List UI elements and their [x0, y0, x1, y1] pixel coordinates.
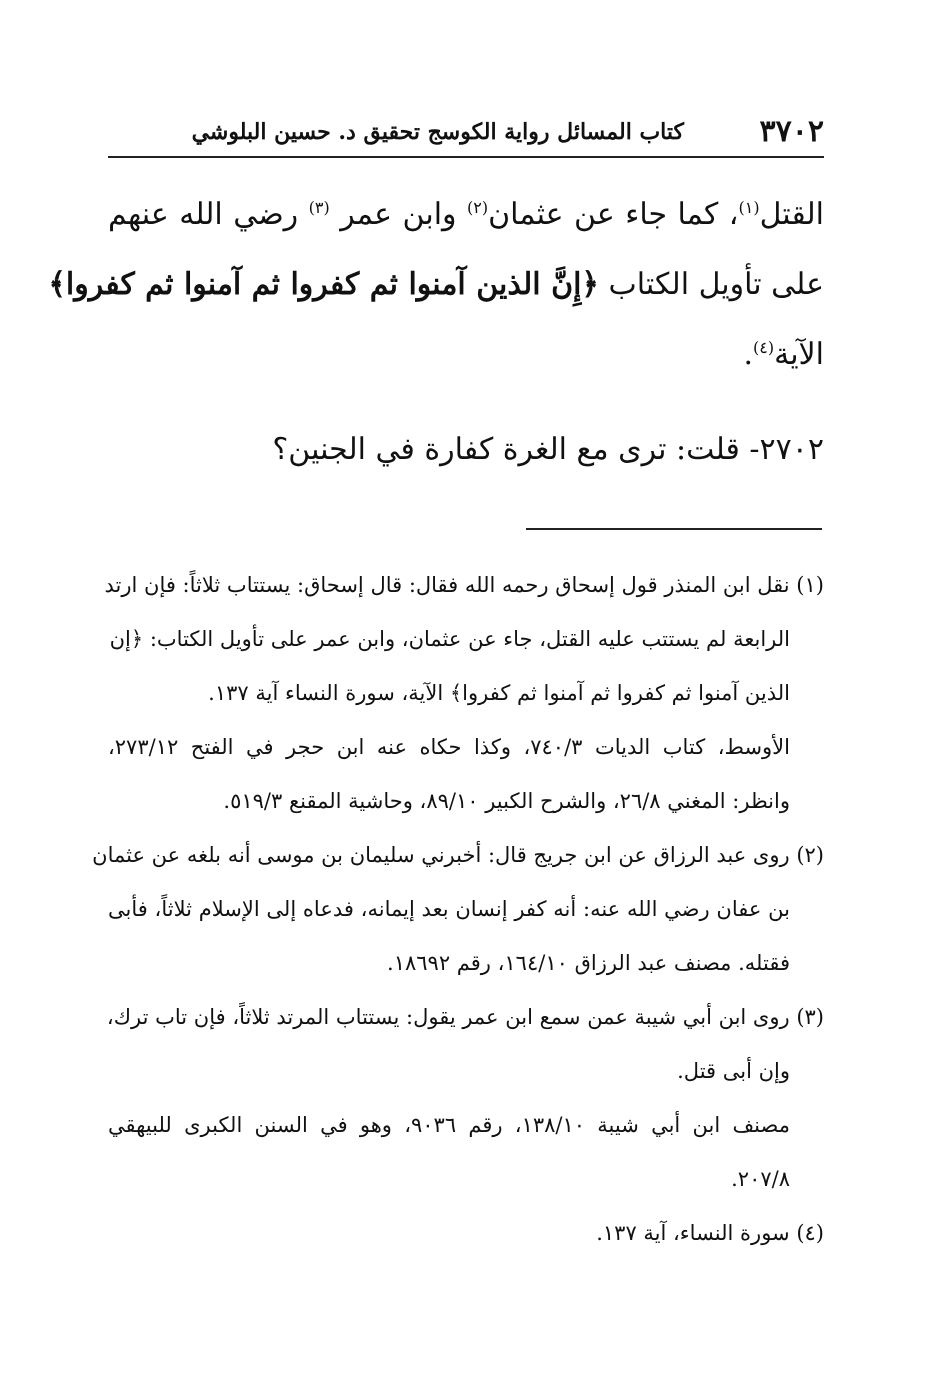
- footnote-2-line: بن عفان رضي الله عنه: أنه كفر إنسان بعد إيمانه، فدعاه إلى الإسلام ثلاثاً، فأبى: [108, 897, 790, 921]
- footnote-1-line: الذين آمنوا ثم كفروا ثم آمنوا ثم كفروا﴾ الآية، سورة النساء آية ١٣٧.: [208, 681, 790, 705]
- quran-verse: ﴿إِنَّ الذين آمنوا ثم كفروا ثم آمنوا ثم كفروا﴾: [48, 267, 600, 302]
- page-number: ٣٧٠٢: [759, 114, 824, 149]
- body-text: الآية: [774, 337, 824, 372]
- main-text: [48, 180, 824, 390]
- running-title: كتاب المسائل رواية الكوسج تحقيق د. حسين البلوشي: [191, 119, 684, 145]
- footnote-separator: [526, 528, 822, 530]
- body-text: رضي الله عنهم: [108, 197, 309, 232]
- body-text: وابن عمر: [329, 197, 467, 232]
- footnote-3-line: (٣) روى ابن أبي شيبة عمن سمع ابن عمر يقول: يستتاب المرتد ثلاثاً، فإن تاب ترك،: [106, 1005, 824, 1029]
- footnote-3-line: وإن أبى قتل.: [677, 1059, 790, 1083]
- body-line: [108, 180, 824, 250]
- body-text: على تأويل الكتاب: [599, 267, 824, 302]
- footnote-1-line: الرابعة لم يستتب عليه القتل، جاء عن عثمان، وابن عمر على تأويل الكتاب: ﴿إن: [109, 627, 790, 651]
- header-rule: [108, 156, 824, 158]
- footnote-1-line: (١) نقل ابن المنذر قول إسحاق رحمه الله فقال: قال إسحاق: يستتاب ثلاثاً: فإن ارتد: [104, 573, 824, 597]
- page-header: [108, 112, 824, 152]
- footnote-4-line: (٤) سورة النساء، آية ١٣٧.: [596, 1221, 824, 1245]
- body-line: [48, 250, 824, 320]
- footnote-2-line: (٢) روى عبد الرزاق عن ابن جريج قال: أخبرني سليمان بن موسى أنه بلغه عن عثمان: [92, 843, 824, 867]
- body-line: [108, 320, 824, 390]
- footnote-1-line: وانظر: المغني ٢٦/٨، والشرح الكبير ٨٩/١٠، وحاشية المقنع ٥١٩/٣.: [223, 789, 790, 813]
- footnote-ref-1[interactable]: (١): [738, 198, 760, 217]
- footnote-ref-4[interactable]: (٤): [753, 338, 775, 357]
- footnote-3-line: مصنف ابن أبي شيبة ١٣٨/١٠، رقم ٩٠٣٦، وهو في السنن الكبرى للبيهقي: [108, 1113, 790, 1137]
- footnote-3-line: ٢٠٧/٨.: [731, 1167, 790, 1191]
- footnote-1-line: الأوسط، كتاب الديات ٧٤٠/٣، وكذا حكاه عنه ابن حجر في الفتح ٢٧٣/١٢،: [108, 735, 790, 759]
- footnote-ref-3[interactable]: (٣): [308, 198, 330, 217]
- footnote-ref-2[interactable]: (٢): [467, 198, 489, 217]
- question-2702: ٢٧٠٢- قلت: ترى مع الغرة كفارة في الجنين؟: [272, 432, 824, 467]
- body-text: .: [743, 337, 754, 372]
- body-text: ، كما جاء عن عثمان: [488, 197, 739, 232]
- footnote-2-line: فقتله. مصنف عبد الرزاق ١٦٤/١٠، رقم ١٨٦٩٢.: [387, 951, 790, 975]
- footnotes: [92, 558, 824, 1260]
- body-text: القتل: [759, 197, 824, 232]
